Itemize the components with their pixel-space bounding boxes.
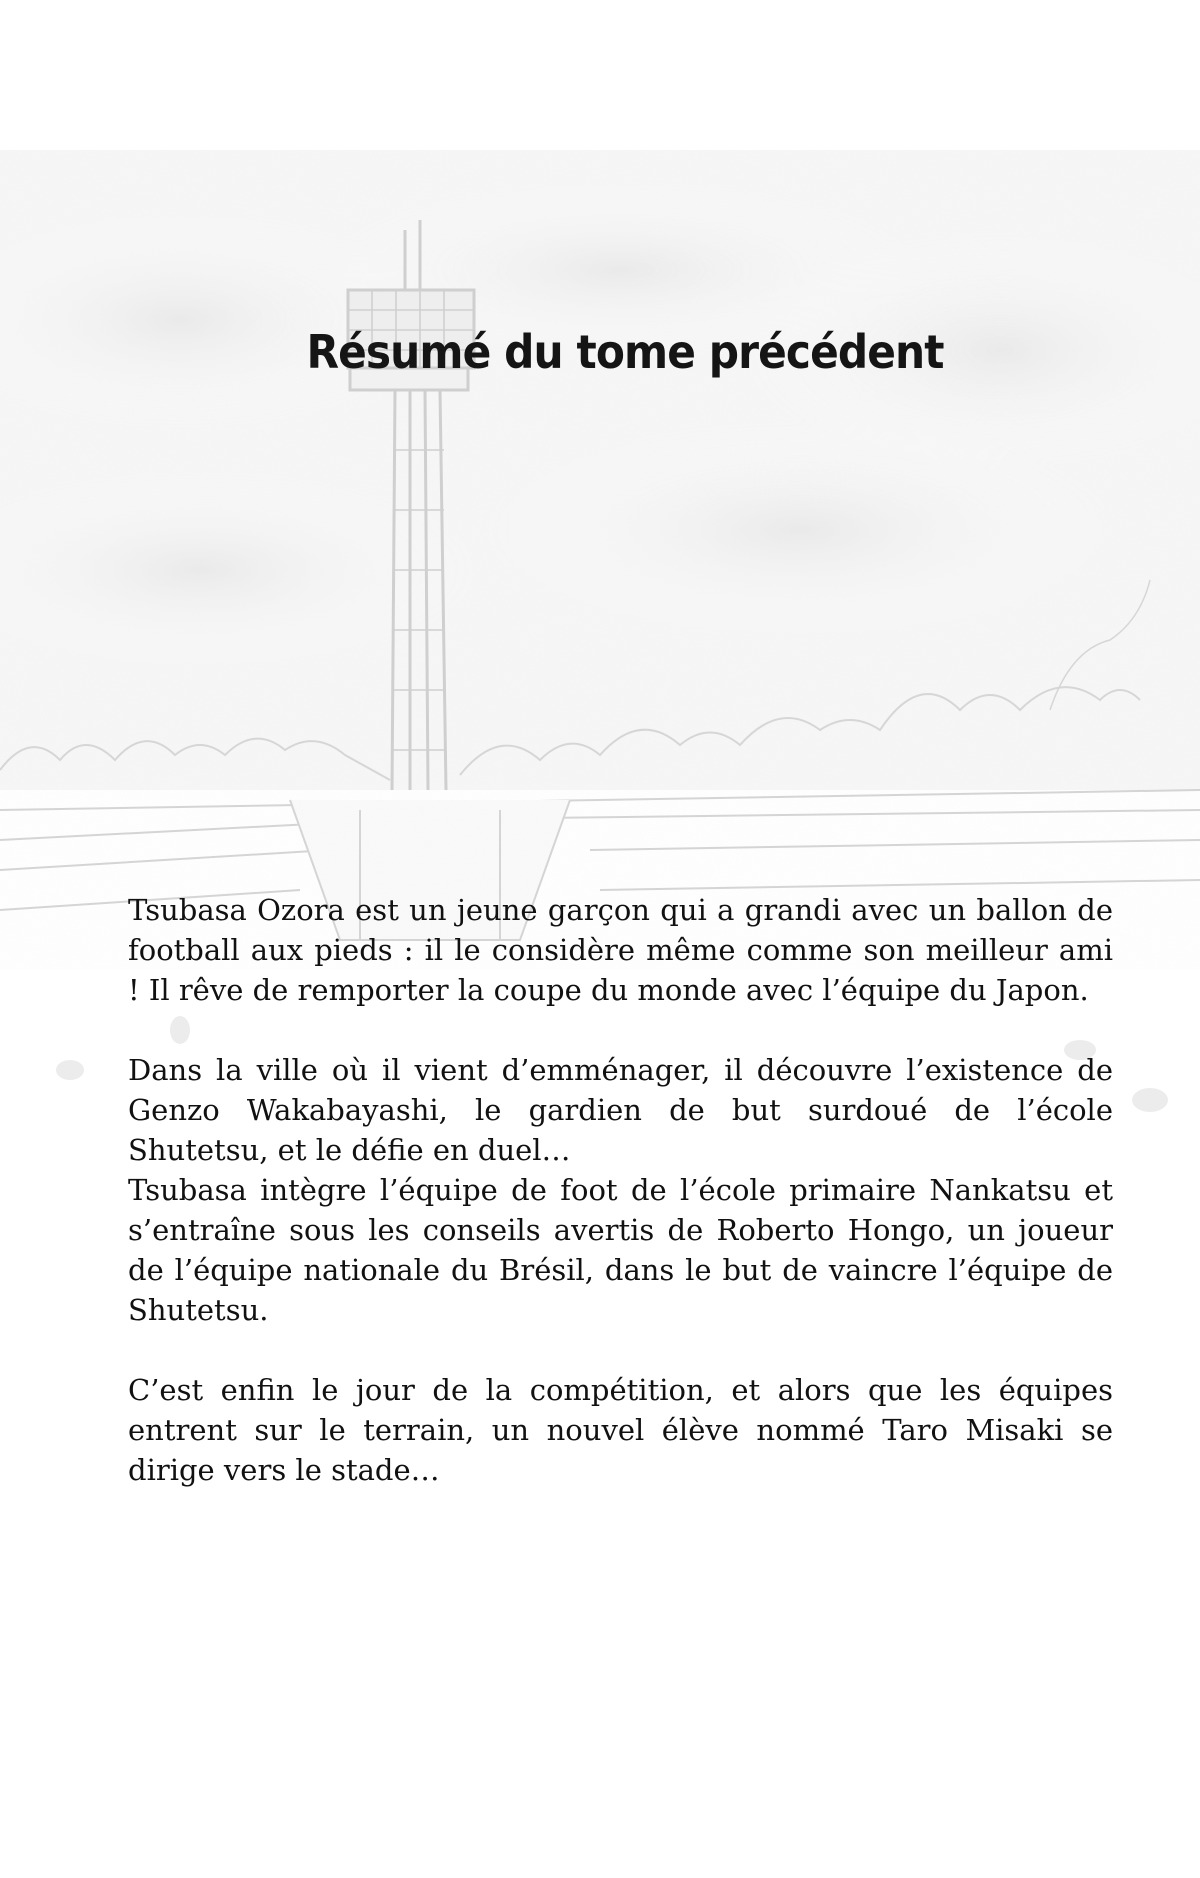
summary-paragraph: Dans la ville où il vient d’emménager, il découvre l’existence de Genzo Wakabayashi, le gardien de but surdoué de l’école Shutetsu, et le défie en duel… [128,1053,1113,1167]
summary-paragraph: C’est enfin le jour de la compétition, et alors que les équipes entrent sur le terrain, un nouvel élève nommé Taro Misaki se dirige vers le stade… [128,1373,1113,1487]
summary-text [128,890,1113,1490]
summary-paragraph: Tsubasa intègre l’équipe de foot de l’école primaire Nankatsu et s’entraîne sous les conseils avertis de Roberto Hongo, un joueur de l’équipe nationale du Brésil, dans le but de vaincre l’équipe de Shutetsu. [128,1173,1113,1327]
page-title: Résumé du tome précédent [306,325,944,379]
summary-paragraph: Tsubasa Ozora est un jeune garçon qui a grandi avec un ballon de football aux pieds : il le considère même comme son meilleur ami ! Il rêve de remporter la coupe du monde avec l’équipe du Japon. [128,893,1113,1007]
